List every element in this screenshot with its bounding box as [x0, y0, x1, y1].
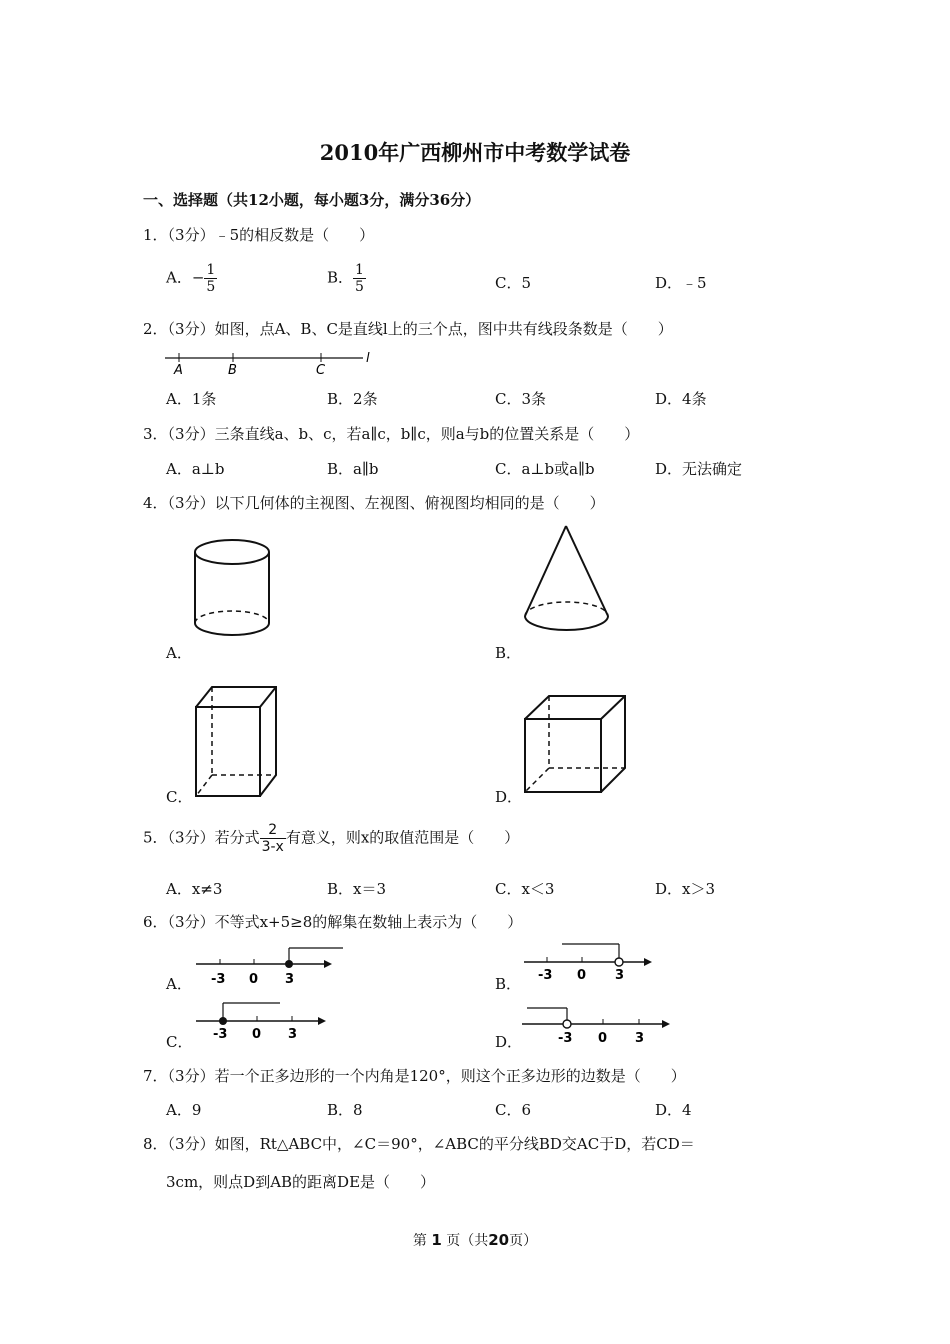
stem-text: 有意义，则x的取值范围是（ ） — [285, 828, 520, 847]
tick-label: -3 — [538, 968, 553, 983]
point-b-label: B — [228, 363, 237, 378]
q5-option-b: B．x＝3 — [327, 880, 387, 898]
q2-option-d: D．4条 — [655, 390, 707, 408]
cone-figure — [520, 522, 620, 652]
question-8-stem-line2: 3cm，则点D到AB的距离DE是（ ） — [166, 1173, 436, 1191]
question-2-stem: 2．（3分）如图，点A、B、C是直线l上的三个点，图中共有线段条数是（ ） — [143, 320, 673, 338]
q3-option-c: C．a⊥b或a∥b — [495, 460, 595, 478]
fraction-numerator: 1 — [355, 262, 364, 278]
fraction — [260, 822, 286, 855]
option-label: A． — [166, 268, 192, 287]
fraction-numerator: 1 — [206, 262, 216, 278]
point-c-label: C — [316, 363, 326, 378]
q6-option-c: C． — [166, 1033, 193, 1051]
fraction-denominator: 5 — [355, 279, 364, 295]
q1-option-d: D．﹣5 — [655, 274, 707, 292]
question-6-stem: 6．（3分）不等式x+5≥8的解集在数轴上表示为（ ） — [143, 913, 523, 931]
q5-option-d: D．x＞3 — [655, 880, 716, 898]
q5-option-c: C．x＜3 — [495, 880, 555, 898]
q1-option-a — [166, 262, 217, 295]
q6-option-b: B． — [495, 975, 522, 993]
fraction — [204, 262, 217, 295]
tick-label: 0 — [249, 972, 259, 987]
line-l-label: l — [366, 351, 370, 366]
tick-label: 0 — [252, 1027, 262, 1042]
footer-text: 第 — [412, 1233, 427, 1249]
number-line-d — [512, 1005, 672, 1050]
tick-label: 3 — [285, 972, 295, 987]
question-4-stem: 4．（3分）以下几何体的主视图、左视图、俯视图均相同的是（ ） — [143, 494, 605, 512]
number-line-c — [190, 1000, 340, 1045]
tick-label: -3 — [558, 1031, 573, 1046]
q4-option-a: A． — [166, 644, 192, 662]
fraction-denominator: 3-x — [261, 839, 284, 855]
tick-label: 3 — [615, 968, 625, 983]
q6-option-a: A． — [166, 975, 192, 993]
q7-option-a: A．9 — [166, 1101, 202, 1119]
tick-label: 3 — [635, 1031, 645, 1046]
q7-option-d: D．4 — [655, 1101, 692, 1119]
q1-option-c: C．5 — [495, 274, 532, 292]
minus-sign: − — [191, 268, 205, 287]
q3-option-b: B．a∥b — [327, 460, 379, 478]
fraction-denominator: 5 — [206, 279, 216, 295]
q7-option-c: C．6 — [495, 1101, 532, 1119]
question-1-stem: 1．（3分）﹣5的相反数是（ ） — [143, 226, 375, 244]
option-label: B． — [327, 268, 354, 287]
footer-text: 页（共 — [446, 1233, 489, 1249]
q2-option-b: B．2条 — [327, 390, 378, 408]
question-3-stem: 3．（3分）三条直线a、b、c，若a∥c，b∥c，则a与b的位置关系是（ ） — [143, 425, 640, 443]
q6-option-d: D． — [495, 1033, 523, 1051]
prism-figure — [190, 683, 290, 803]
question-8-stem-line1: 8．（3分）如图，Rt△ABC中，∠C＝90°，∠ABC的平分线BD交AC于D，若CD＝ — [143, 1135, 695, 1153]
question-7-stem: 7．（3分）若一个正多边形的一个内角是120°，则这个正多边形的边数是（ ） — [143, 1067, 686, 1085]
q2-option-c: C．3条 — [495, 390, 547, 408]
tick-label: 3 — [288, 1027, 298, 1042]
section-heading: 一、选择题（共12小题，每小题3分，满分36分） — [143, 191, 481, 209]
page-title: 2010年广西柳州市中考数学试卷 — [319, 140, 631, 165]
tick-label: -3 — [213, 1027, 228, 1042]
fraction-numerator: 2 — [260, 822, 286, 839]
tick-label: 0 — [598, 1031, 608, 1046]
question-5-stem — [143, 822, 519, 855]
q4-option-c: C． — [166, 788, 193, 806]
page-number: 1 — [431, 1231, 442, 1249]
cube-figure — [522, 692, 632, 802]
tick-label: -3 — [211, 972, 226, 987]
q2-option-a: A．1条 — [166, 390, 217, 408]
q4-option-b: B． — [495, 644, 522, 662]
q2-line-figure — [163, 350, 383, 380]
tick-label: 0 — [577, 968, 587, 983]
cylinder-figure — [192, 535, 282, 645]
total-pages: 20 — [488, 1231, 510, 1249]
q1-option-b — [327, 262, 366, 295]
q3-option-d: D．无法确定 — [655, 460, 743, 478]
stem-text: 5．（3分）若分式 — [143, 828, 260, 847]
q3-option-a: A．a⊥b — [166, 460, 225, 478]
q4-option-d: D． — [495, 788, 523, 806]
point-a-label: A — [174, 363, 183, 378]
number-line-b — [522, 940, 672, 985]
page-footer — [0, 1230, 950, 1250]
fraction — [353, 262, 366, 295]
q7-option-b: B．8 — [327, 1101, 363, 1119]
number-line-a — [190, 944, 350, 989]
footer-text: 页） — [509, 1233, 538, 1249]
q5-option-a: A．x≠3 — [166, 880, 223, 898]
